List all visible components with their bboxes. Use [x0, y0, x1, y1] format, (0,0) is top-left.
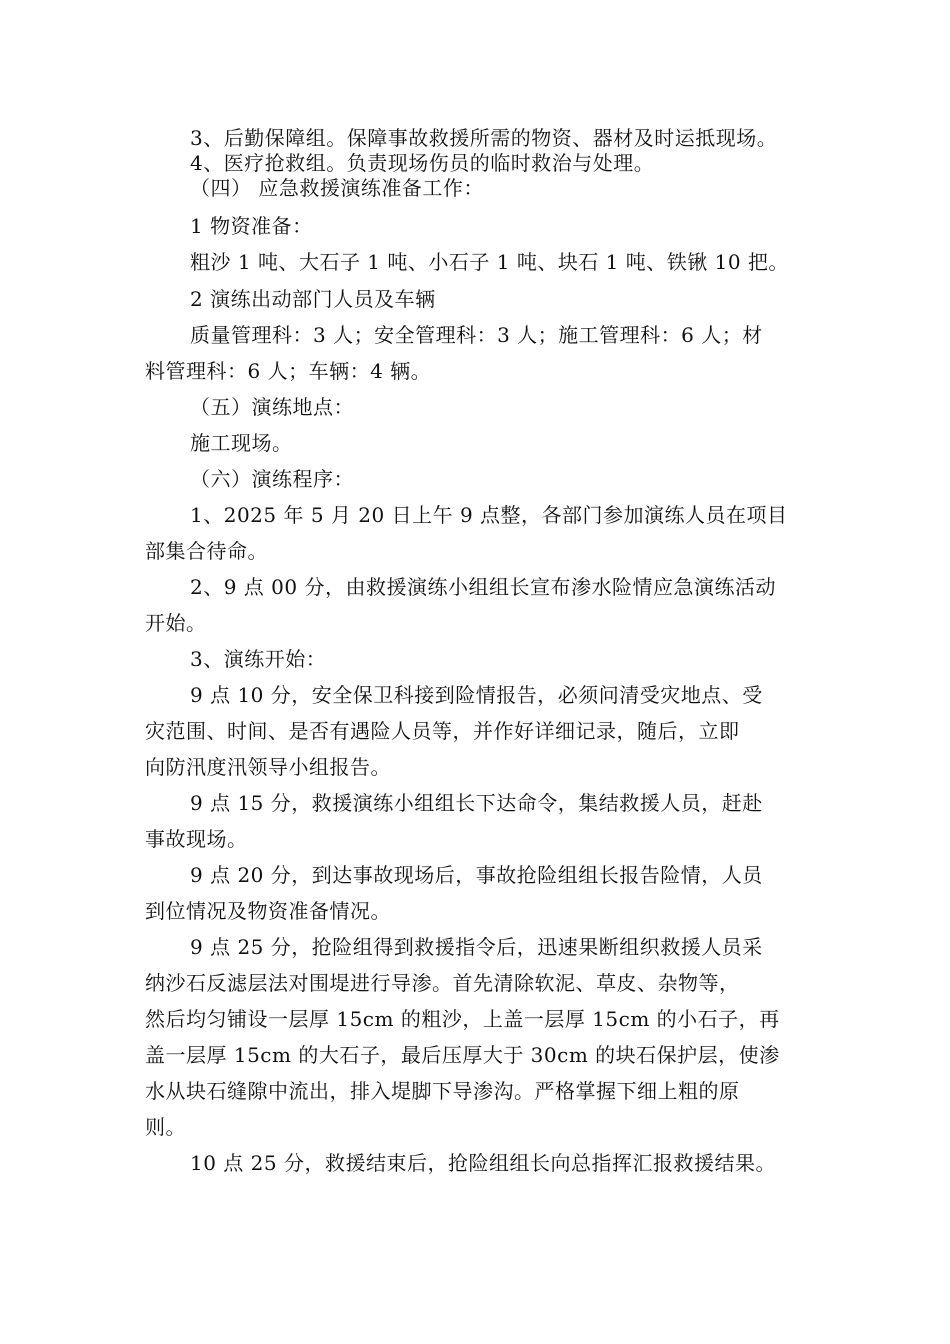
- heading-location: （五）演练地点：: [190, 395, 354, 419]
- line-0920-a: 9 点 20 分，到达事故现场后，事故抢险组组长报告险情，人员: [190, 863, 763, 887]
- line-0920-b: 到位情况及物资准备情况。: [145, 899, 391, 923]
- line-materials-list: 粗沙 1 吨、大石子 1 吨、小石子 1 吨、块石 1 吨、铁锹 10 把。: [190, 250, 789, 274]
- line-step2-a: 2、9 点 00 分，由救援演练小组组长宣布渗水险情应急演练活动: [190, 575, 776, 599]
- heading-procedure: （六）演练程序：: [190, 467, 354, 491]
- line-1025: 10 点 25 分，救援结束后，抢险组组长向总指挥汇报救援结果。: [190, 1151, 776, 1175]
- line-logistics-group: 3、后勤保障组。保障事故救援所需的物资、器材及时运抵现场。: [190, 126, 778, 150]
- line-0910-a: 9 点 10 分，安全保卫科接到险情报告，必须问清受灾地点、受: [190, 683, 763, 707]
- line-step1-b: 部集合待命。: [145, 539, 268, 563]
- line-0915-b: 事故现场。: [145, 827, 248, 851]
- line-medical-group: 4、医疗抢救组。负责现场伤员的临时救治与处理。: [190, 151, 655, 175]
- line-step1-a: 1、2025 年 5 月 20 日上午 9 点整，各部门参加演练人员在项目: [190, 503, 788, 527]
- line-0915-a: 9 点 15 分，救援演练小组组长下达命令，集结救援人员，赶赴: [190, 791, 763, 815]
- line-0925-a: 9 点 25 分，抢险组得到救援指令后，迅速果断组织救援人员采: [190, 935, 763, 959]
- line-0925-d: 盖一层厚 15cm 的大石子，最后压厚大于 30cm 的块石保护层，使渗: [145, 1043, 780, 1067]
- line-0910-b: 灾范围、时间、是否有遇险人员等，并作好详细记录，随后，立即: [145, 719, 740, 743]
- line-step3: 3、演练开始：: [190, 647, 327, 671]
- heading-preparation: （四） 应急救援演练准备工作：: [190, 176, 484, 200]
- line-personnel-2: 料管理科：6 人；车辆：4 辆。: [145, 359, 432, 383]
- line-0925-c: 然后均匀铺设一层厚 15cm 的粗沙，上盖一层厚 15cm 的小石子，再: [145, 1007, 780, 1031]
- line-location: 施工现场。: [190, 431, 293, 455]
- line-0925-b: 纳沙石反滤层法对围堤进行导渗。首先清除软泥、草皮、杂物等，: [145, 971, 740, 995]
- line-personnel-heading: 2 演练出动部门人员及车辆: [190, 287, 436, 311]
- line-materials-heading: 1 物资准备：: [190, 214, 313, 238]
- line-0925-f: 则。: [145, 1115, 186, 1139]
- line-step2-b: 开始。: [145, 611, 207, 635]
- line-0925-e: 水从块石缝隙中流出，排入堤脚下导渗沟。严格掌握下细上粗的原: [145, 1079, 740, 1103]
- line-personnel-1: 质量管理科：3 人；安全管理科：3 人；施工管理科：6 人；材: [190, 323, 763, 347]
- line-0910-c: 向防汛度汛领导小组报告。: [145, 755, 391, 779]
